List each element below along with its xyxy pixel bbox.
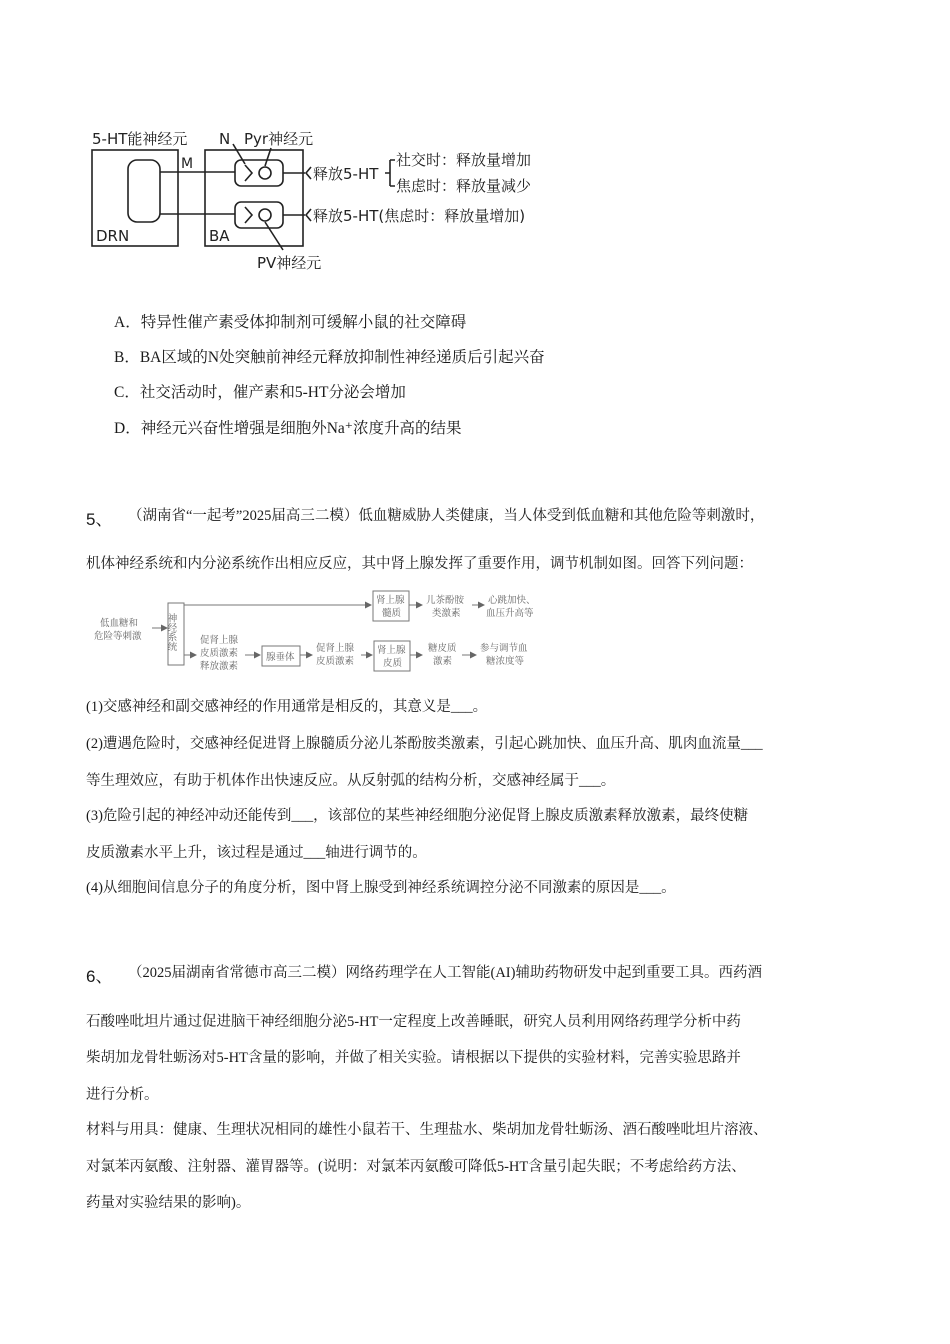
- label-ba: BA: [209, 227, 230, 245]
- flow-effect1-l1: 心跳加快、: [488, 595, 536, 606]
- question-5-item-1: (1)交感神经和副交感神经的作用通常是相反的，其意义是___。: [86, 699, 488, 715]
- question-6-line-6: 对氯苯丙氨酸、注射器、灌胃器等。(说明：对氯苯丙氨酸可降低5-HT含量引起失眠；不考虑给药方法、: [86, 1159, 746, 1175]
- question-5-item-3: (3)危险引起的神经冲动还能传到___，该部位的某些神经细胞分泌促肾上腺皮质激素释放激素，最终使糖: [86, 808, 749, 824]
- flow-cortex-l1: 肾上腺: [377, 645, 406, 656]
- question-5-item-3b: 皮质激素水平上升，该过程是通过___轴进行调节的。: [86, 845, 427, 861]
- label-drn: DRN: [96, 227, 130, 245]
- flow-effect1-l2: 血压升高等: [486, 608, 534, 619]
- question-5-number: 5、: [86, 510, 113, 529]
- flow-crh-l3: 释放激素: [200, 661, 239, 672]
- question-6-line-4: 进行分析。: [86, 1087, 159, 1103]
- question-6-line-5: 材料与用具：健康、生理状况相同的雄性小鼠若干、生理盐水、柴胡加龙骨牡蛎汤、酒石酸唑吡坦片溶液、: [86, 1122, 768, 1138]
- label-release-5ht-2: 释放5-HT(焦虑时：释放量增加): [313, 207, 526, 225]
- option-d: D．神经元兴奋性增强是细胞外Na⁺浓度升高的结果: [114, 420, 462, 437]
- question-6-line-3: 柴胡加龙骨牡蛎汤对5-HT含量的影响，并做了相关实验。请根据以下提供的实验材料，完善实验思路并: [86, 1050, 741, 1066]
- flow-cortex-l2: 皮质: [383, 658, 403, 669]
- flow-crh-l2: 皮质激素: [200, 648, 239, 659]
- adrenal-regulation-diagram: [88, 583, 578, 683]
- flow-effect2-l1: 参与调节血: [480, 643, 528, 654]
- flow-pituitary: 腺垂体: [266, 652, 295, 663]
- flow-gc-l2: 激素: [433, 656, 453, 667]
- question-5-item-4: (4)从细胞间信息分子的角度分析，图中肾上腺受到神经系统调控分泌不同激素的原因是___。: [86, 880, 676, 896]
- flow-stimulus-l2: 危险等刺激: [94, 631, 142, 642]
- flow-acth-l2: 皮质激素: [316, 656, 355, 667]
- label-m: M: [181, 156, 194, 172]
- flow-gc-l1: 糖皮质: [428, 643, 457, 654]
- label-social-increase: 社交时：释放量增加: [396, 151, 532, 169]
- question-6-line-7: 药量对实验结果的影响)。: [86, 1195, 251, 1211]
- flow-medulla-l2: 髓质: [382, 608, 402, 619]
- flow-stimulus-l1: 低血糖和: [100, 618, 139, 629]
- question-5-source: （湖南省“一起考”2025届高三二模）低血糖威胁人类健康，当人体受到低血糖和其他危险等刺激时，: [128, 508, 765, 524]
- option-c: C．社交活动时，催产素和5-HT分泌会增加: [114, 384, 406, 401]
- flow-catechol-l2: 类激素: [432, 608, 461, 619]
- question-6-line-2: 石酸唑吡坦片通过促进脑干神经细胞分泌5-HT一定程度上改善睡眠，研究人员利用网络药理学分析中药: [86, 1014, 741, 1030]
- question-6-line-1: （2025届湖南省常德市高三二模）网络药理学在人工智能(AI)辅助药物研发中起到重要工具。西药酒: [128, 965, 762, 981]
- neuron-circuit-diagram: [85, 120, 555, 280]
- question-5-item-2b: 等生理效应，有助于机体作出快速反应。从反射弧的结构分析，交感神经属于___。: [86, 773, 616, 789]
- question-5-line2: 机体神经系统和内分泌系统作出相应反应，其中肾上腺发挥了重要作用，调节机制如图。回答下列问题：: [86, 556, 753, 572]
- serotonergic-neuron-body: [128, 160, 160, 222]
- flow-crh-l1: 促肾上腺: [200, 635, 239, 646]
- question-6-number: 6、: [86, 967, 113, 986]
- flow-medulla-l1: 肾上腺: [376, 595, 405, 606]
- question-5-item-2: (2)遭遇危险时，交感神经促进肾上腺髓质分泌儿茶酚胺类激素，引起心跳加快、血压升高、肌肉血流量___: [86, 736, 763, 752]
- label-5ht-neuron: 5-HT能神经元: [92, 130, 188, 148]
- label-n: N: [219, 130, 231, 148]
- option-a: A．特异性催产素受体抑制剂可缓解小鼠的社交障碍: [114, 314, 467, 331]
- label-pyr-neuron: Pyr神经元: [244, 130, 314, 148]
- flow-catechol-l1: 儿茶酚胺: [426, 595, 465, 606]
- flow-effect2-l2: 糖浓度等: [486, 656, 525, 667]
- label-anxiety-decrease: 焦虑时：释放量减少: [396, 177, 532, 195]
- label-pv-neuron: PV神经元: [257, 254, 322, 272]
- label-release-5ht-1: 释放5-HT: [313, 165, 379, 183]
- flow-nervous: 神经系统: [165, 613, 177, 651]
- flow-acth-l1: 促肾上腺: [316, 643, 355, 654]
- option-b: B．BA区域的N处突触前神经元释放抑制性神经递质后引起兴奋: [114, 349, 545, 366]
